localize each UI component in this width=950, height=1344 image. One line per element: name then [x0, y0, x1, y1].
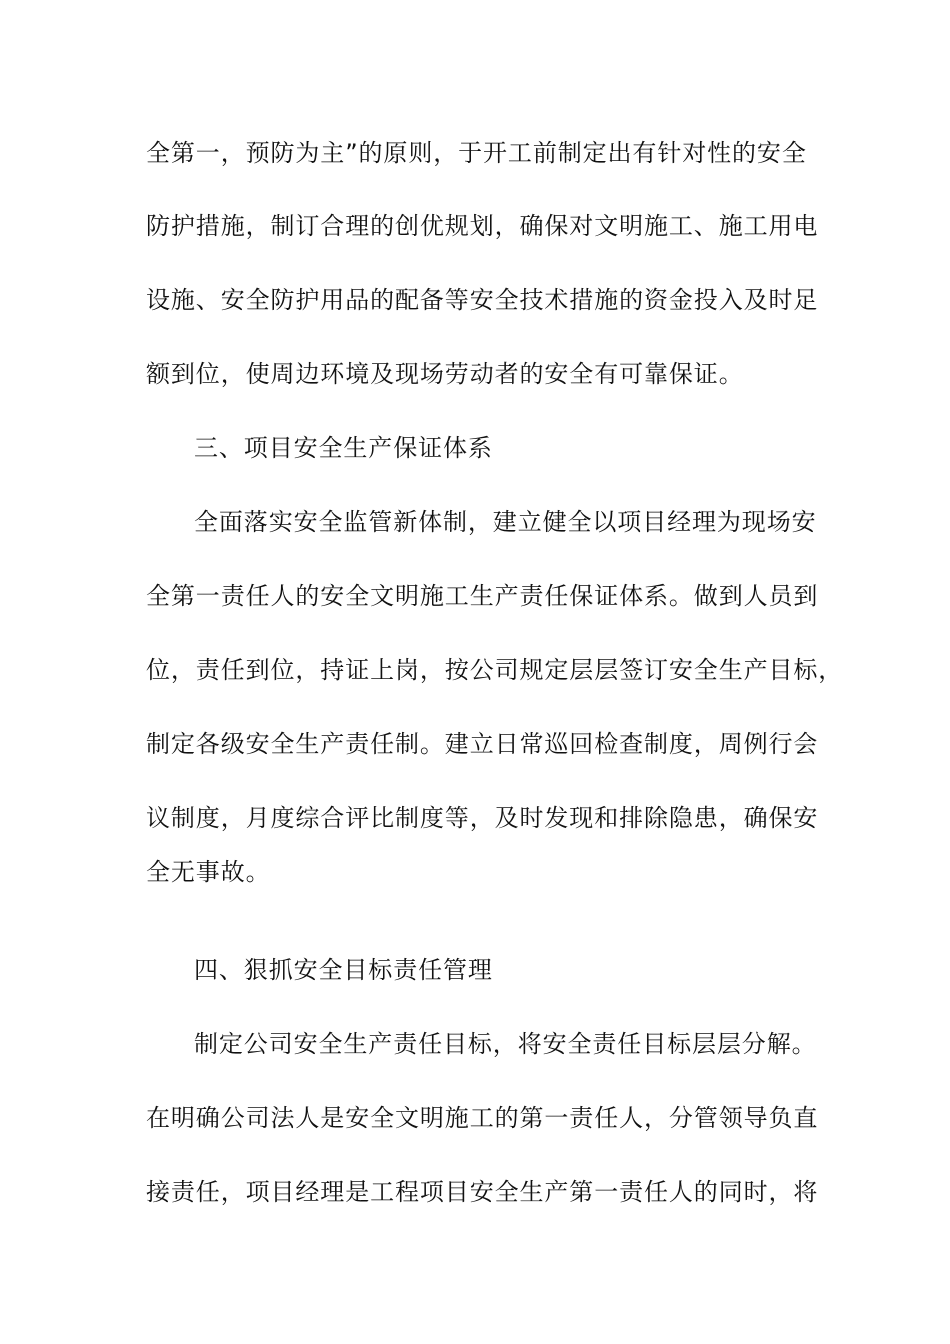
section-heading: 三、项目安全生产保证体系 — [194, 434, 493, 462]
body-text-line: 额到位，使周边环境及现场劳动者的安全有可靠保证。 — [146, 360, 744, 388]
body-text-line: 设施、安全防护用品的配备等安全技术措施的资金投入及时足 — [146, 286, 819, 314]
body-text-line: 议制度，月度综合评比制度等，及时发现和排除隐患，确保安 — [146, 804, 819, 832]
body-text-line: 接责任，项目经理是工程项目安全生产第一责任人的同时，将 — [146, 1178, 819, 1206]
body-text-line: 制定公司安全生产责任目标，将安全责任目标层层分解。 — [194, 1030, 817, 1058]
body-text-line: 制定各级安全生产责任制。建立日常巡回检查制度，周例行会 — [146, 730, 819, 758]
body-text-line: 位，责任到位，持证上岗，按公司规定层层签订安全生产目标， — [146, 656, 844, 684]
section-heading: 四、狠抓安全目标责任管理 — [194, 956, 493, 984]
body-text-line: 全面落实安全监管新体制，建立健全以项目经理为现场安 — [194, 508, 817, 536]
body-text-line: 全第一责任人的安全文明施工生产责任保证体系。做到人员到 — [146, 582, 819, 610]
body-text-line: 在明确公司法人是安全文明施工的第一责任人，分管领导负直 — [146, 1104, 819, 1132]
body-text-line: 防护措施，制订合理的创优规划，确保对文明施工、施工用电 — [146, 212, 819, 240]
body-text-line: 全无事故。 — [146, 858, 271, 886]
body-text-line: 全第一，预防为主”的原则，于开工前制定出有针对性的安全 — [146, 139, 807, 167]
